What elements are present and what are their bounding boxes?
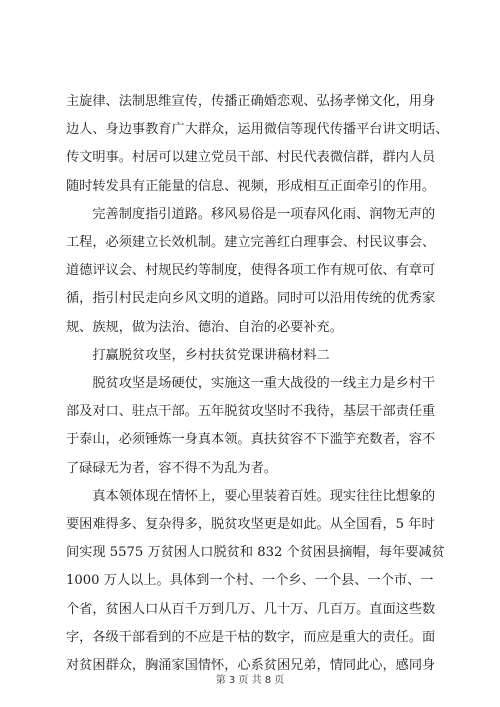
text-line: 完善制度指引道路。移风易俗是一项春风化雨、润物无声的 xyxy=(66,206,436,222)
text-line: 间实现 5575 万贫困人口脱贫和 832 个贫困县摘帽，每年要减贫 xyxy=(66,545,445,561)
text-line: 对贫困群众，胸涌家国情怀，心系贫困兄弟，情同此心，感同身 xyxy=(66,658,436,674)
paragraph xyxy=(66,483,445,680)
paragraph xyxy=(66,88,449,201)
text-line: 工程，必须建立长效机制。建立完善红白理事会、村民议事会、 xyxy=(66,235,436,251)
text-line: 循，指引村民走向乡风文明的道路。同时可以沿用传统的优秀家 xyxy=(66,291,436,307)
text-line: 要困难得多、复杂得多，脱贫攻坚更是如此。从全国看，5 年时 xyxy=(66,517,435,533)
paragraph xyxy=(66,201,436,342)
text-line: 传文明事。村居可以建立党员干部、村民代表微信群，群内人员 xyxy=(66,150,436,166)
text-line: 于泰山，必须锤炼一身真本领。真扶贫容不下滥竽充数者，容不 xyxy=(66,432,436,448)
text-line: 部及对口、驻点干部。五年脱贫攻坚时不我待，基层干部责任重 xyxy=(66,404,436,420)
text-line: 规、族规，做为法治、德治、自治的必要补充。 xyxy=(66,319,343,335)
text-line: 了碌碌无为者，容不得不为乱为者。 xyxy=(66,460,277,476)
text-line: 随时转发具有正能量的信息、视频，形成相互正面牵引的作用。 xyxy=(66,178,436,194)
text-line: 1000 万人以上。具体到一个村、一个乡、一个县、一个市、一 xyxy=(66,573,434,589)
text-line: 边人、身边事教育广大群众，运用微信等现代传播平台讲文明话、 xyxy=(66,122,449,138)
text-line: 道德评议会、村规民约等制度，使得各项工作有规可依、有章可 xyxy=(66,263,436,279)
paragraph xyxy=(66,342,436,370)
text-line: 字，各级干部看到的不应是干枯的数字，而应是重大的责任。面 xyxy=(66,629,436,645)
paragraph xyxy=(66,370,436,483)
text-line: 主旋律、法制思维宣传，传播正确婚恋观、弘扬孝悌文化，用身 xyxy=(66,94,436,109)
text-line: 脱贫攻坚是场硬仗，实施这一重大战役的一线主力是乡村干 xyxy=(66,376,436,392)
text-line: 打赢脱贫攻坚，乡村扶贫党课讲稿材料二 xyxy=(66,347,330,363)
text-line: 个省，贫困人口从百千万到几万、几十万、几百万。直面这些数 xyxy=(66,601,436,617)
body-text xyxy=(66,88,449,680)
text-line: 真本领体现在情怀上，要心里装着百姓。现实往往比想象的 xyxy=(66,488,436,504)
page-footer: 第 3 页 共 8 页 xyxy=(215,675,285,686)
